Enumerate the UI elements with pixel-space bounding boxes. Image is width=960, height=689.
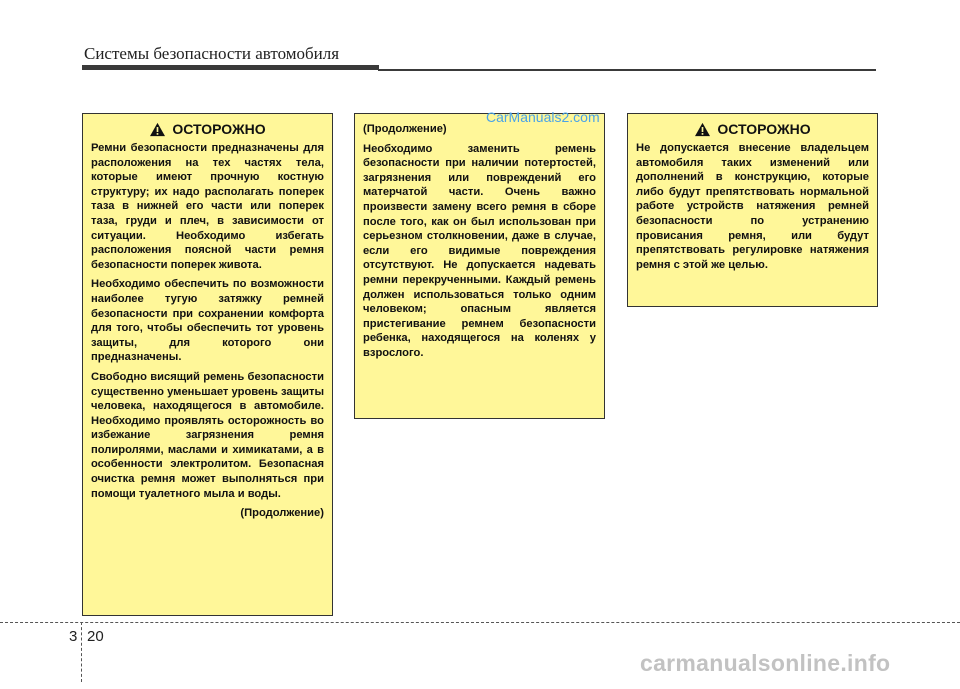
warning-triangle-icon: [149, 122, 166, 137]
warning-heading: [636, 122, 869, 137]
page-number: 20: [87, 628, 104, 645]
warning-paragraph: Не допускается внесение владельцем автомобиля таких изменений или дополнений в конструкцию, которые либо будут препятствовать нормальной работе устройств натяжения ремней безопасности по устранению провисания ремня, или будут препятствовать регулировке натяжения ремня с этой же целью.: [636, 142, 869, 271]
warning-triangle-icon: [694, 122, 711, 137]
warning-heading-text: ОСТОРОЖНО: [717, 121, 811, 138]
page-header-title: Системы безопасности автомобиля: [84, 44, 340, 63]
footer-dashed-rule: [0, 622, 960, 623]
warning-paragraph: Необходимо заменить ремень безопасности при наличии потертостей, загрязнения или повреждений его матерчатой части. Очень важно произвести замену всего ремня в сборе после того, как он был использован при серьезном столкновении, даже в случае, если его видимые повреждения отсутствуют. Не допускается надевать ремни перекрученными. Каждый ремень должен использоваться только одним человеком; опасным является пристегивание ремнем безопасности ребенка, находящегося на коленях у взрослого.: [363, 142, 596, 359]
warning-heading: [91, 122, 324, 137]
warning-paragraph: Необходимо обеспечить по возможности наиболее тугую затяжку ремней безопасности при сохранении комфорта для того, чтобы обеспечить тот уровень защиты, для которого они предназначены.: [91, 278, 324, 364]
watermark-bottom: carmanualsonline.info: [640, 650, 891, 676]
header-rule-thick: [82, 65, 379, 70]
warning-box-continued: [354, 113, 605, 419]
warning-paragraph: Свободно висящий ремень безопасности существенно уменьшает уровень защиты человека, находящегося в автомобиле. Необходимо проявлять осторожность во избежание загрязнения ремня полиролями, маслами и химикатами, а в особенности электролитом. Безопасная очистка ремня может выполняться при помощи туалетного мыла и воды.: [91, 370, 324, 500]
footer-dashed-divider: [81, 622, 82, 682]
warning-heading-text: ОСТОРОЖНО: [172, 121, 266, 138]
continued-from-label: (Продолжение): [363, 123, 447, 135]
warning-box-seatbelt-position: [82, 113, 333, 616]
warning-paragraph: Ремни безопасности предназначены для расположения на тех частях тела, которые имеют прочную костную структуру; их надо располагать поперек таза в нижней его части или поперек таза, груди и плеч, в зависимости от ситуации. Необходимо избегать расположения поясной части ремня безопасности поперек живота.: [91, 142, 324, 271]
warning-box-modifications: [627, 113, 878, 307]
header-rule-thin: [378, 69, 876, 71]
watermark-top: CarManuals2.com: [486, 109, 600, 125]
continued-label: (Продолжение): [240, 507, 324, 520]
section-number: 3: [69, 628, 78, 645]
